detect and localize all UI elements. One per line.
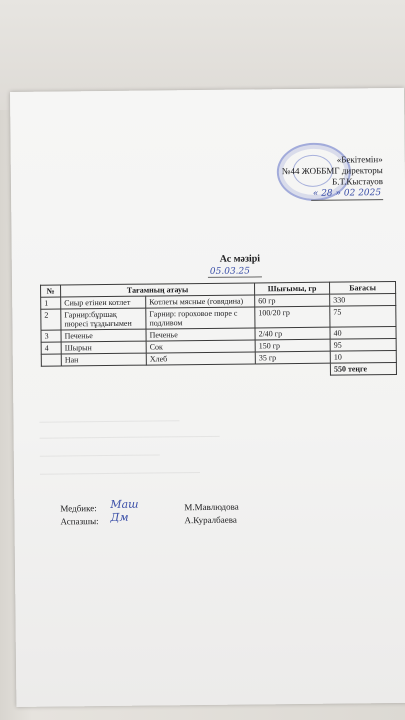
dish-yield: 100/20 гр — [255, 306, 330, 328]
dish-name-kz: Гарнир:бұршақ пюресі тұздығымен — [61, 308, 146, 330]
row-number: 2 — [41, 309, 61, 330]
dish-yield: 60 гр — [255, 294, 330, 307]
dish-yield: 2/40 гр — [255, 327, 330, 340]
row-number: 4 — [41, 342, 61, 354]
handwritten-signature: Дм — [110, 510, 129, 524]
faint-ghost-line — [40, 472, 200, 475]
row-number: 1 — [41, 297, 61, 309]
row-number: 3 — [41, 330, 61, 342]
dish-price: 40 — [330, 326, 396, 339]
dish-price: 10 — [330, 350, 396, 363]
approval-line-3: Б.Т.Кыстауов — [331, 176, 384, 187]
signature-name: А.Куралбаева — [184, 514, 237, 526]
dish-yield: 35 гр — [255, 351, 330, 364]
dish-name-kz: Печенье — [61, 329, 146, 342]
dish-price: 95 — [330, 338, 396, 351]
signature-block — [60, 497, 280, 528]
dish-name-kz: Нан — [61, 353, 146, 366]
approval-date: « 28 » 02 2025 — [311, 188, 383, 201]
dish-name-ru: Печенье — [146, 328, 255, 341]
dish-price: 75 — [330, 305, 396, 327]
dish-name-ru: Котлеты мясные (говядина) — [146, 295, 255, 308]
dish-name-ru: Хлеб — [146, 352, 255, 365]
signature-role: Медбике: — [60, 503, 97, 514]
approval-line-2: №44 ЖОББМГ директоры — [281, 165, 383, 177]
header-yield: Шығымы, гр — [255, 282, 330, 295]
dish-price: 330 — [330, 293, 396, 306]
dish-name-kz: Сиыр етінен котлет — [61, 296, 146, 309]
total-row — [41, 362, 396, 378]
menu-document — [10, 88, 405, 707]
approval-block — [282, 154, 383, 201]
dish-name-ru: Сок — [146, 340, 255, 353]
menu-table — [40, 281, 397, 379]
faint-ghost-line — [40, 454, 160, 456]
signature-role: Аспазшы: — [60, 516, 99, 527]
dish-name-kz: Шырын — [61, 341, 146, 354]
handwritten-signature: Маш — [110, 497, 139, 511]
dish-yield: 150 гр — [255, 339, 330, 352]
total-price: 550 теңге — [330, 362, 396, 375]
faint-ghost-line — [39, 420, 179, 422]
menu-title: Ас мәзірі — [219, 253, 261, 265]
approval-line-1: «Бекітемін» — [336, 154, 383, 165]
signature-row-cook — [60, 510, 280, 528]
header-dish-name: Тағамның атауы — [61, 283, 255, 297]
signature-name: М.Мавлюдова — [184, 501, 239, 513]
header-number: № — [41, 285, 61, 297]
faint-ghost-line — [40, 436, 220, 439]
header-price: Бағасы — [330, 281, 396, 294]
row-number — [41, 354, 61, 366]
menu-date: 05.03.25 — [208, 266, 262, 278]
dish-name-ru: Гарнир: гороховое пюре с подливом — [146, 307, 255, 329]
